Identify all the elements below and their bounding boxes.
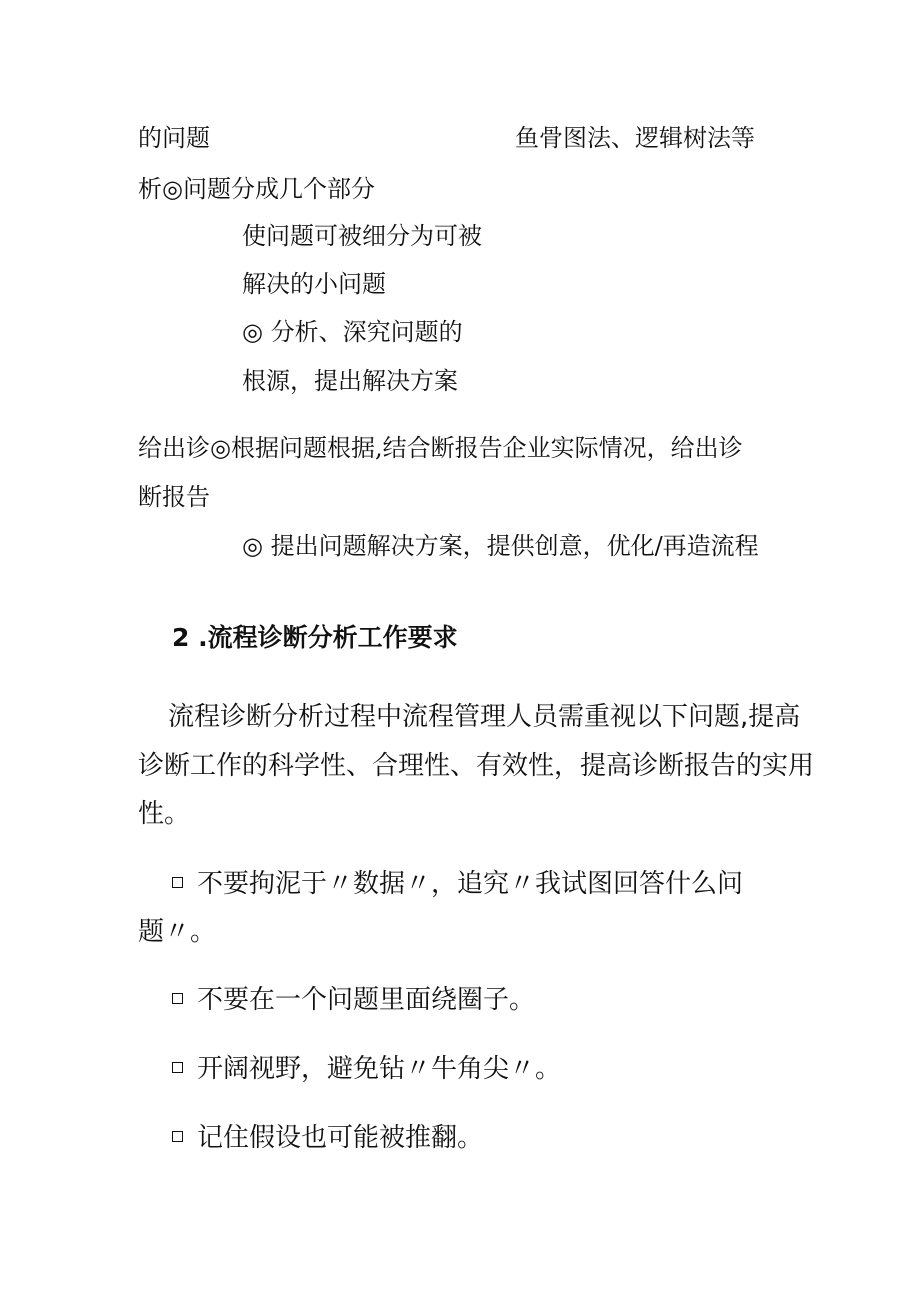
list-item-text: 记住假设也可能被推翻。 <box>197 1123 484 1153</box>
table-row9-col2: ◎ 提出问题解决方案，提供创意，优化/再造流程 <box>242 532 759 560</box>
list-item-text: 不要拘泥于〃数据〃，追究〃我试图回答什么问 <box>197 869 744 899</box>
list-item <box>172 1125 483 1151</box>
table-row7: 给出诊◎根据问题根据,结合断报告企业实际情况，给出诊 <box>138 434 743 462</box>
checkbox-bullet-icon <box>172 1131 183 1142</box>
table-row1-col3: 鱼骨图法、逻辑树法等 <box>515 124 755 152</box>
checkbox-bullet-icon <box>172 1062 183 1073</box>
section-heading: 2 .流程诊断分析工作要求 <box>172 623 458 652</box>
table-row8: 断报告 <box>138 483 210 511</box>
list-item-continuation: 题〃。 <box>138 917 217 947</box>
list-item-text: 开阔视野，避免钻〃牛角尖〃。 <box>197 1054 562 1084</box>
checkbox-bullet-icon <box>172 993 183 1004</box>
intro-line-1: 流程诊断分析过程中流程管理人员需重视以下问题,提高 <box>168 702 801 732</box>
table-row6-col2: 根源，提出解决方案 <box>242 367 458 395</box>
checkbox-bullet-icon <box>172 877 183 888</box>
intro-line-2: 诊断工作的科学性、合理性、有效性，提高诊断报告的实用 <box>138 751 815 781</box>
table-row1-col1: 的问题 <box>138 124 210 152</box>
table-row2: 析◎问题分成几个部分 <box>138 175 375 203</box>
table-row4-col2: 解决的小问题 <box>242 270 386 298</box>
list-item <box>172 1056 561 1082</box>
list-item <box>172 987 535 1013</box>
list-item-text: 不要在一个问题里面绕圈子。 <box>197 985 536 1015</box>
list-item <box>172 871 743 897</box>
intro-line-3: 性。 <box>138 799 191 829</box>
table-row3-col2: 使问题可被细分为可被 <box>242 222 482 250</box>
table-row5-col2: ◎ 分析、深究问题的 <box>242 318 463 346</box>
